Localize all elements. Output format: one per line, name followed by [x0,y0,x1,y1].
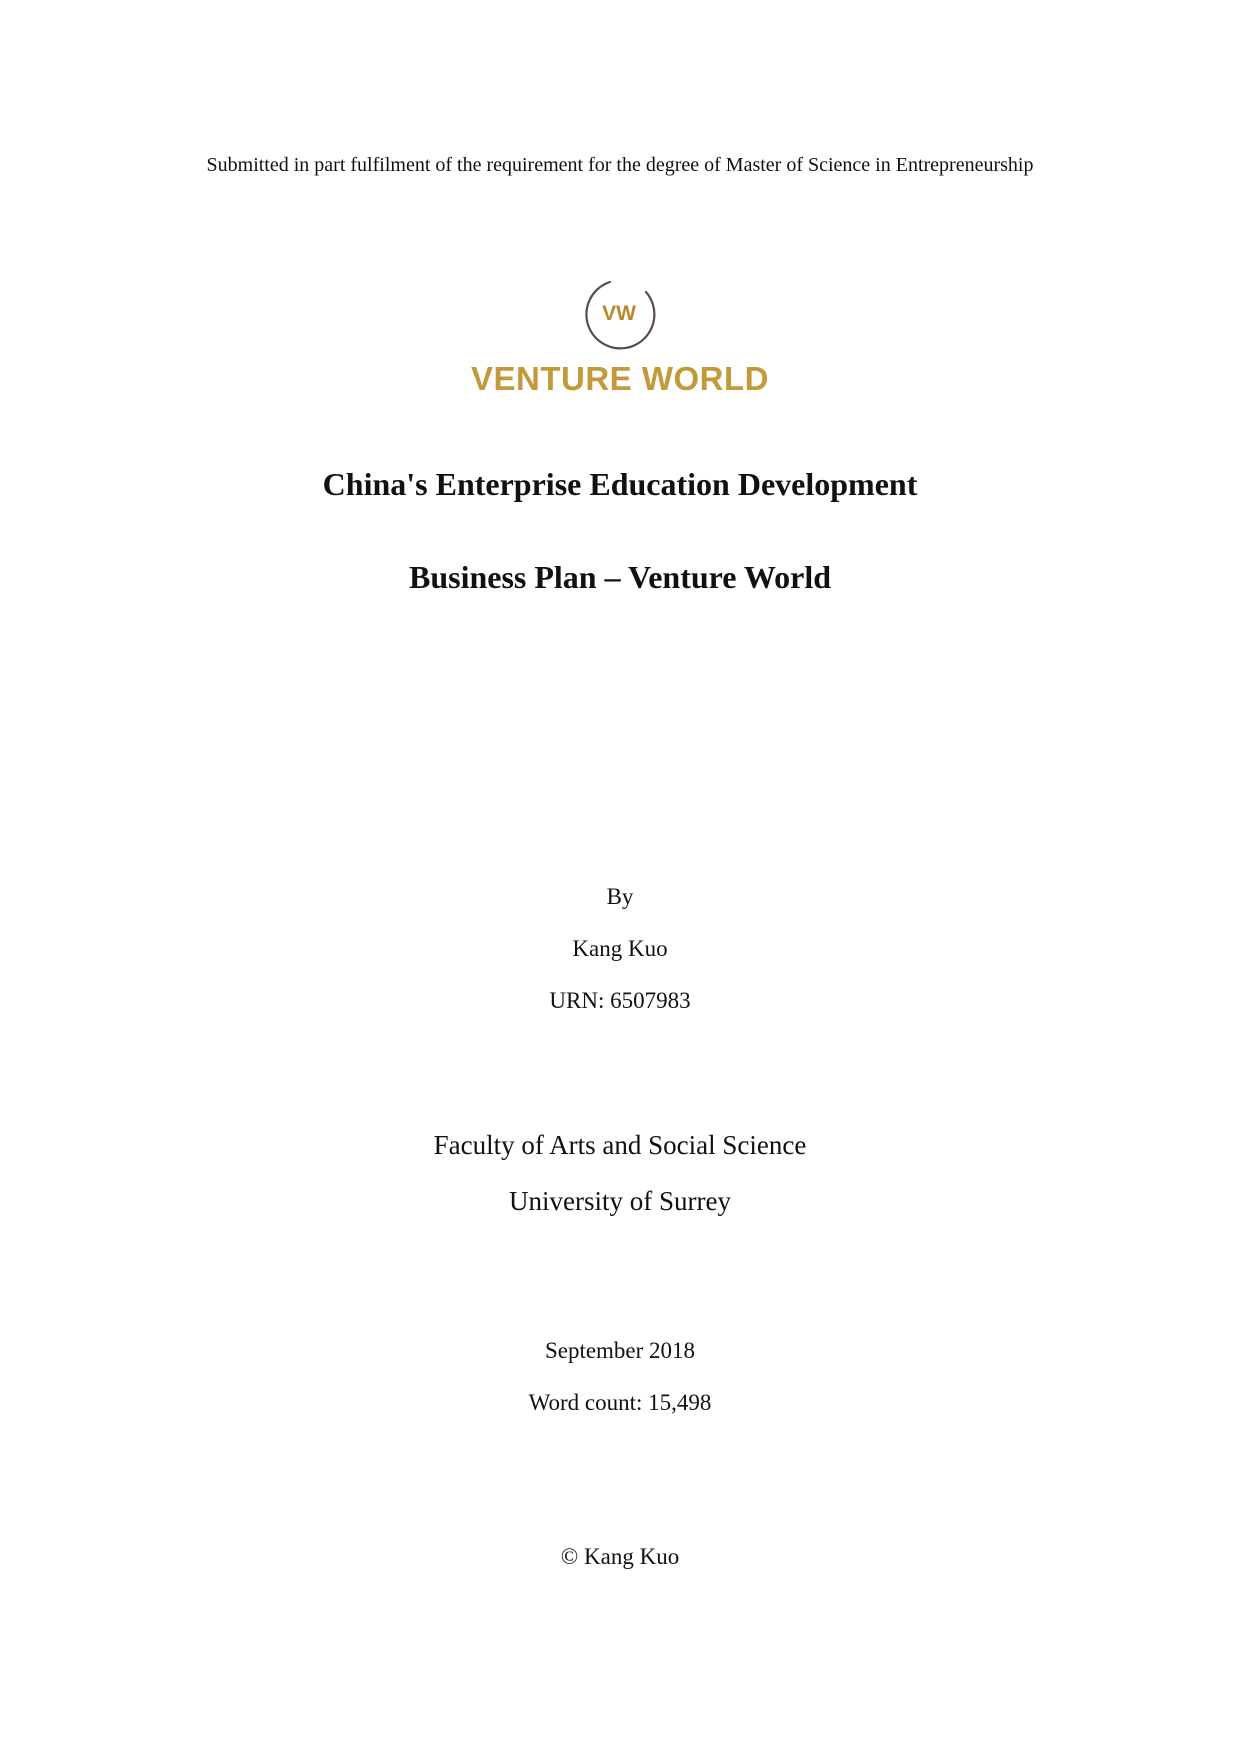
by-label: By [606,884,634,909]
author-name: Kang Kuo [572,936,668,961]
logo-wordmark: VENTURE WORLD [471,360,769,397]
venture-world-logo [420,268,820,408]
submission-statement: Submitted in part fulfilment of the requirement for the degree of Master of Science in Entrepreneurship [206,154,1034,176]
university-name: University of Surrey [509,1186,731,1216]
document-title: China's Enterprise Education Development [322,466,918,502]
copyright-notice: © Kang Kuo [560,1544,680,1569]
document-subtitle: Business Plan – Venture World [408,559,832,595]
logo-monogram: VW [602,302,636,325]
submission-date: September 2018 [544,1338,696,1363]
author-urn: URN: 6507983 [549,988,691,1013]
word-count: Word count: 15,498 [528,1390,712,1415]
faculty-name: Faculty of Arts and Social Science [433,1130,807,1160]
